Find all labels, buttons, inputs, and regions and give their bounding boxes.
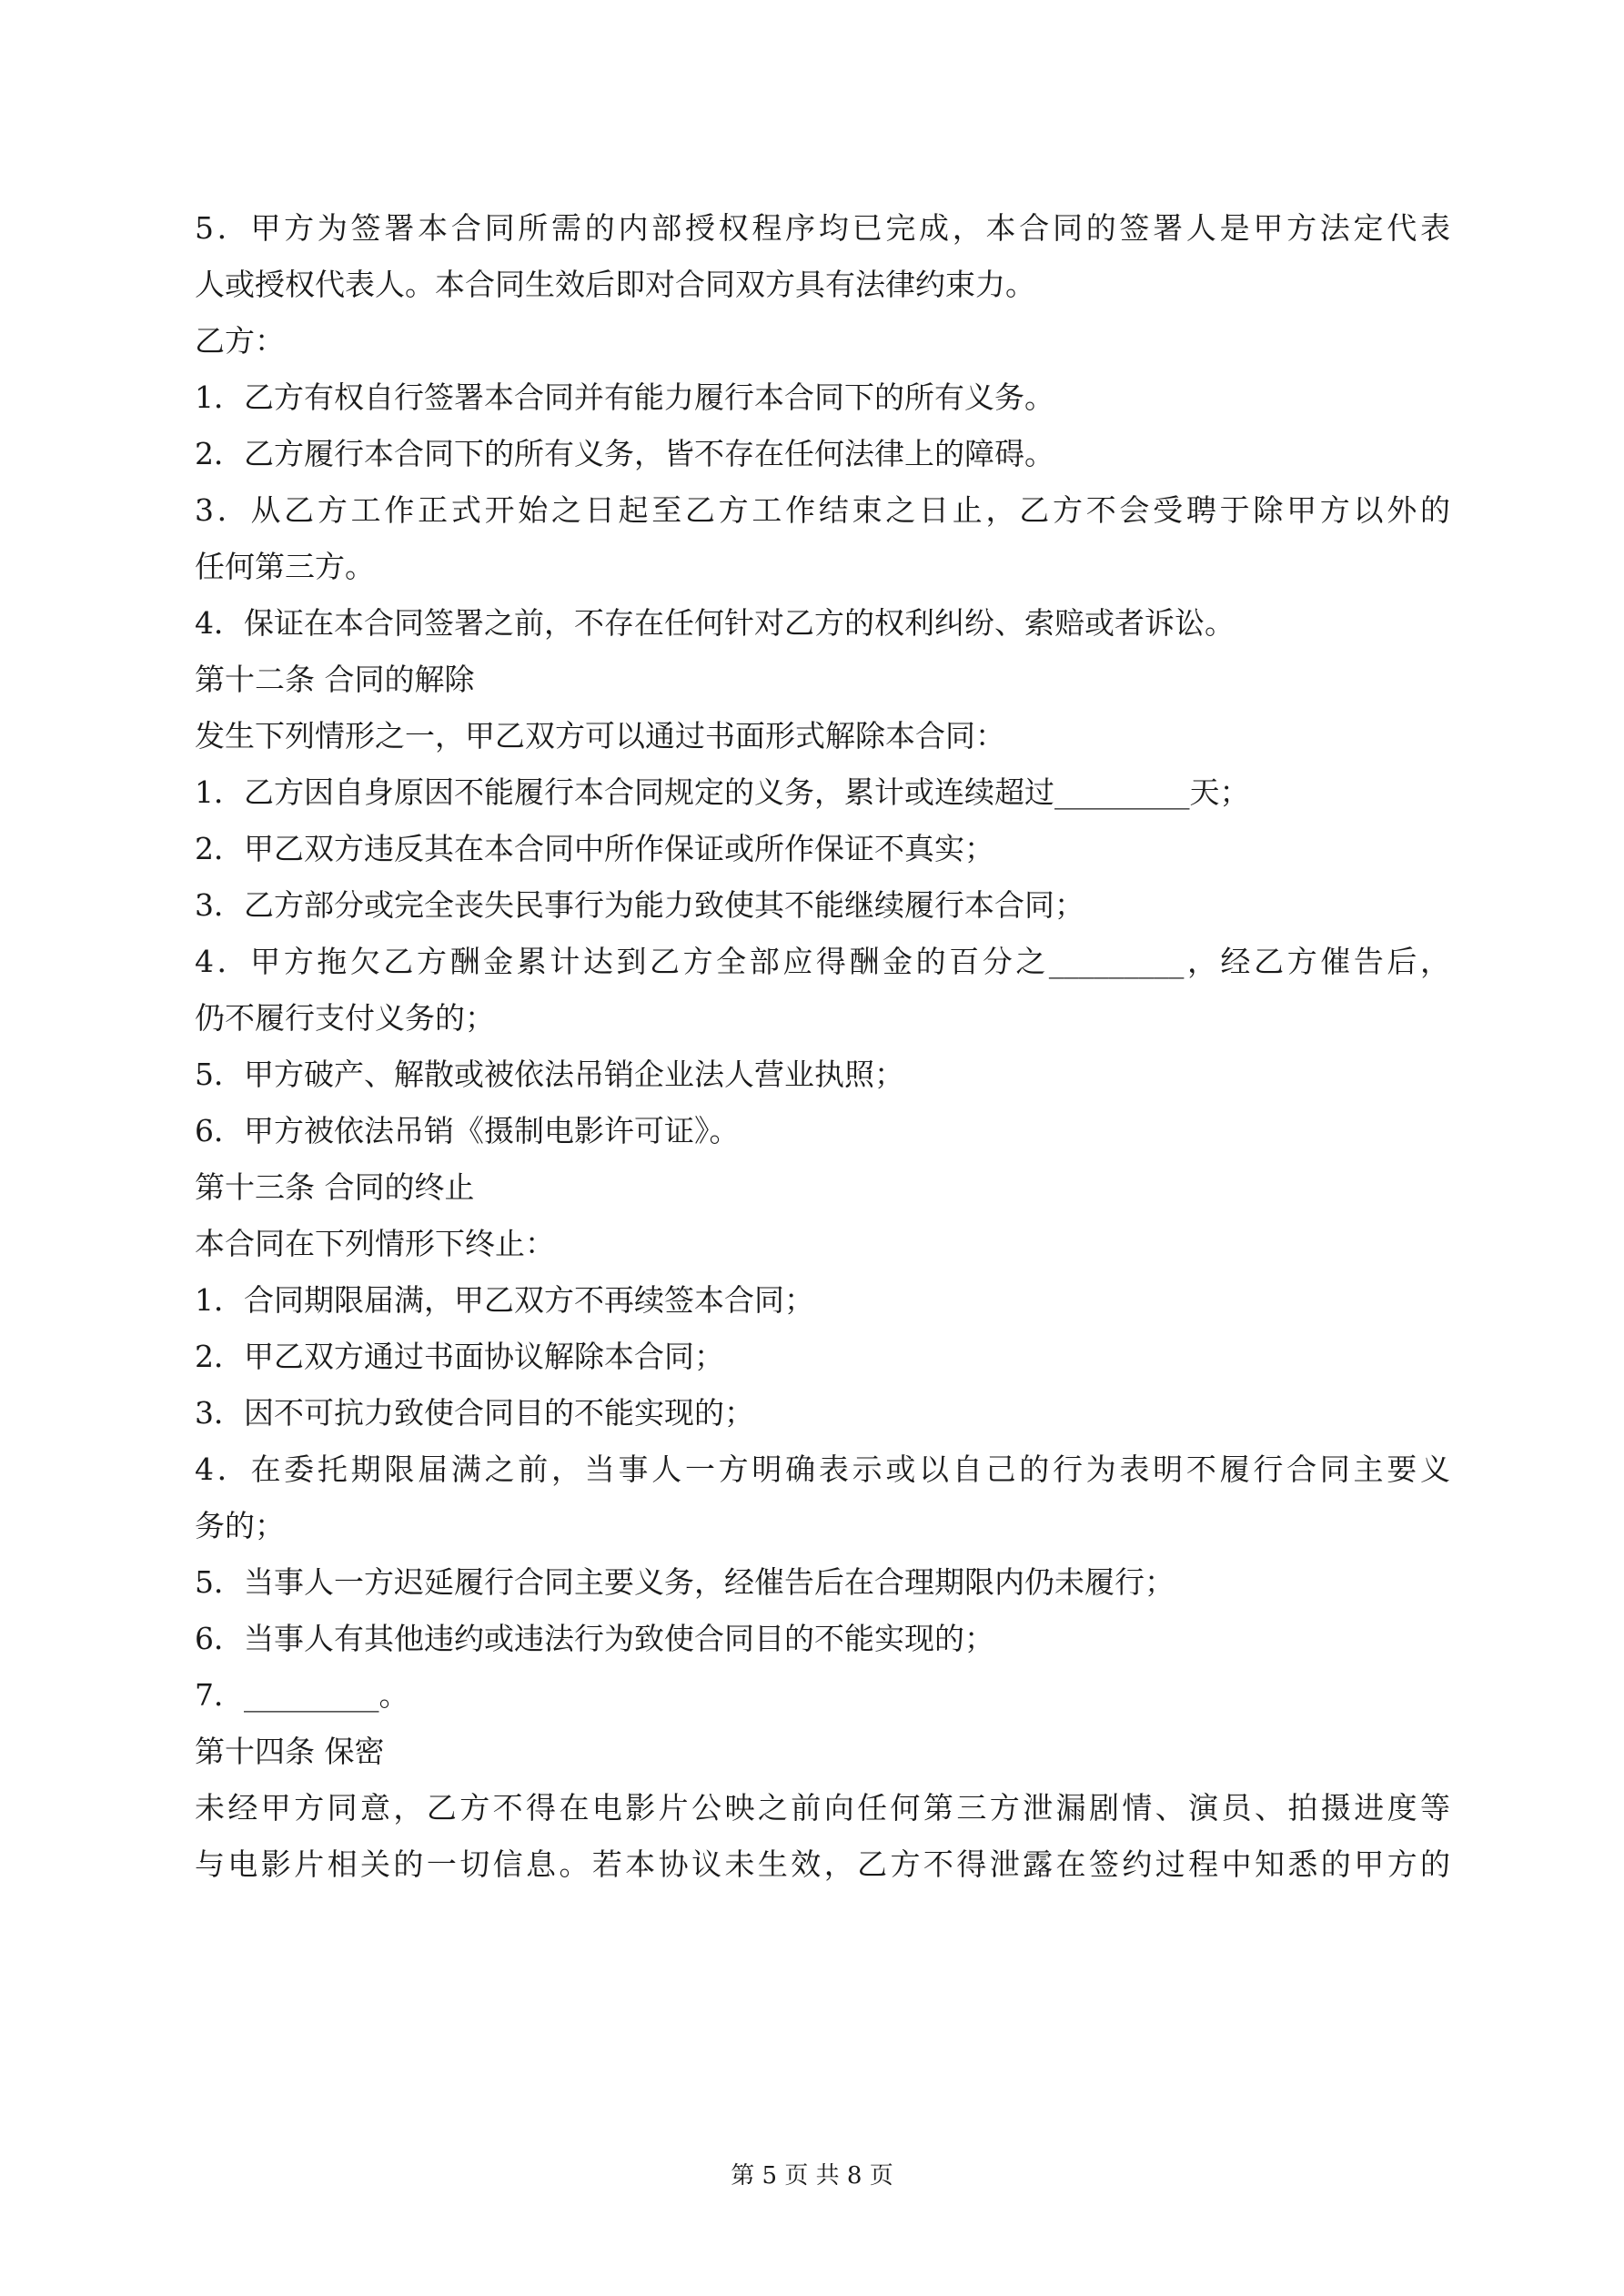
text-line: 与电影片相关的一切信息。若本协议未生效，乙方不得泄露在签约过程中知悉的甲方的 [195,1846,1450,1882]
text-line: 本合同在下列情形下终止： [195,1226,555,1261]
text-line: 4．在委托期限届满之前，当事人一方明确表示或以自己的行为表明不履行合同主要义 [195,1451,1450,1487]
text-line: 乙方： [195,323,285,359]
text-line: 人或授权代表人。本合同生效后即对合同双方具有法律约束力。 [195,267,1035,302]
text-line: 4．甲方拖欠乙方酬金累计达到乙方全部应得酬金的百分之_________，经乙方催告后， [195,944,1450,979]
text-line: 5．甲方为签署本合同所需的内部授权程序均已完成，本合同的签署人是甲方法定代表 [195,210,1450,246]
text-line: 4．保证在本合同签署之前，不存在任何针对乙方的权利纠纷、索赔或者诉讼。 [195,605,1235,641]
text-line: 第十二条 合同的解除 [195,662,475,697]
page-footer: 第 5 页 共 8 页 [731,2162,893,2190]
text-line: 1．乙方因自身原因不能履行本合同规定的义务，累计或连续超过_________天； [195,774,1250,810]
text-line: 第十三条 合同的终止 [195,1169,475,1205]
text-line: 务的； [195,1508,285,1543]
text-line: 1．乙方有权自行签署本合同并有能力履行本合同下的所有义务。 [195,379,1054,415]
text-line: 7．_________。 [195,1677,409,1713]
text-line: 6．当事人有其他违约或违法行为致使合同目的不能实现的； [195,1621,994,1656]
text-line: 2．甲乙双方通过书面协议解除本合同； [195,1339,724,1374]
text-line: 发生下列情形之一，甲乙双方可以通过书面形式解除本合同： [195,718,1005,754]
text-line: 2．甲乙双方违反其在本合同中所作保证或所作保证不真实； [195,831,994,866]
text-line: 3．乙方部分或完全丧失民事行为能力致使其不能继续履行本合同； [195,887,1084,923]
text-line: 仍不履行支付义务的； [195,1000,495,1036]
text-line: 2．乙方履行本合同下的所有义务，皆不存在任何法律上的障碍。 [195,436,1054,471]
text-line: 1．合同期限届满，甲乙双方不再续签本合同； [195,1282,814,1318]
text-line: 5．甲方破产、解散或被依法吊销企业法人营业执照； [195,1057,904,1092]
text-line: 任何第三方。 [195,549,375,584]
text-line: 未经甲方同意，乙方不得在电影片公映之前向任何第三方泄漏剧情、演员、拍摄进度等 [195,1790,1450,1826]
text-line: 5．当事人一方迟延履行合同主要义务，经催告后在合理期限内仍未履行； [195,1564,1175,1600]
text-line: 第十四条 保密 [195,1734,385,1769]
text-line: 3．从乙方工作正式开始之日起至乙方工作结束之日止，乙方不会受聘于除甲方以外的 [195,492,1450,528]
text-line: 6．甲方被依法吊销《摄制电影许可证》。 [195,1113,740,1148]
text-line: 3．因不可抗力致使合同目的不能实现的； [195,1395,754,1431]
document-body [195,200,1450,1893]
